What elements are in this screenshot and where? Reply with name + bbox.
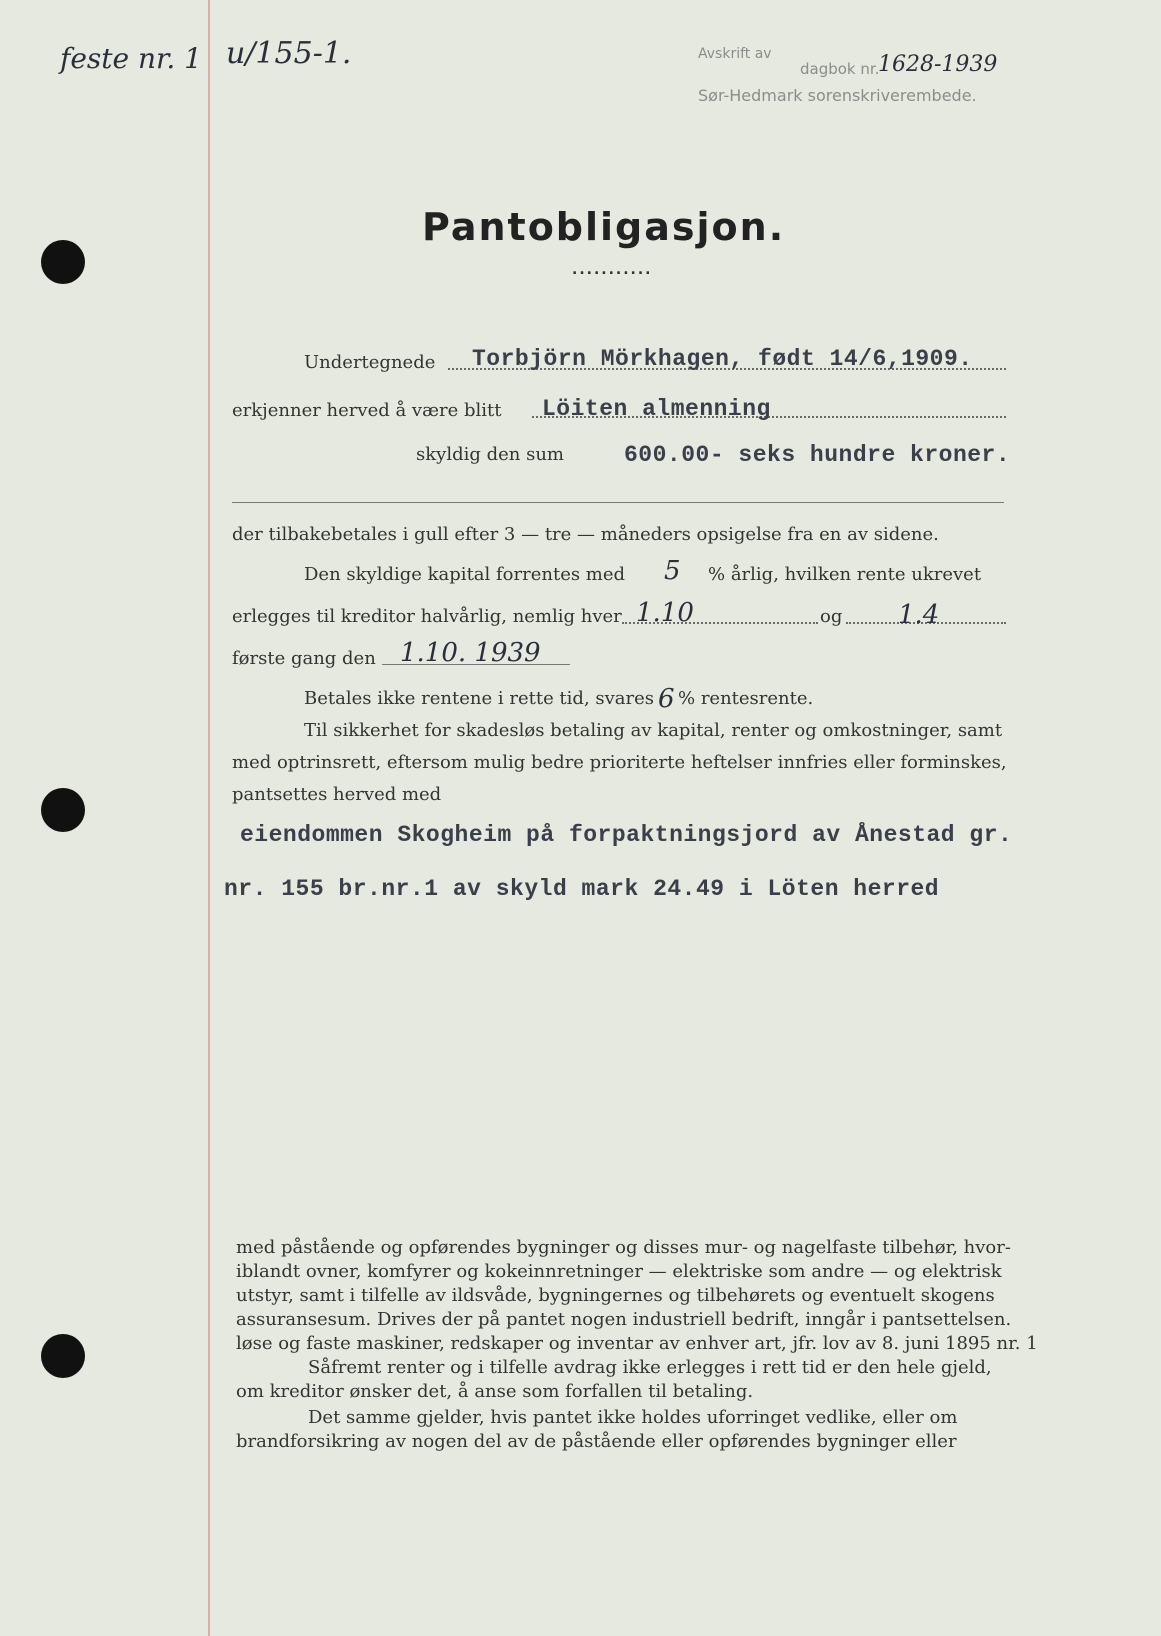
sum-label: skyldig den sum: [416, 444, 564, 465]
dagbok-label: dagbok nr.: [800, 60, 880, 78]
betales-post: % rentesrente.: [678, 688, 814, 709]
erlegges-value-1: 1.10: [636, 598, 694, 628]
forste-label: første gang den: [232, 648, 376, 669]
erkjenner-label: erkjenner herved å være blitt: [232, 400, 502, 421]
undertegnede-label: Undertegnede: [304, 352, 436, 373]
sikkerhet-line-2: med optrinsrett, eftersom mulig bedre prioriterte heftelser innfries eller forminskes,: [232, 752, 1007, 773]
conditions-line: utstyr, samt i tilfelle av ildsvåde, bygningernes og tilbehørets og eventuelt skogens: [236, 1285, 995, 1306]
annotation-left: feste nr. 1: [60, 42, 202, 75]
property-line-2: nr. 155 br.nr.1 av skyld mark 24.49 i Löten herred: [224, 876, 940, 902]
conditions-line: løse og faste maskiner, redskaper og inventar av enhver art, jfr. lov av 8. juni 1895 nr. 1: [236, 1333, 1038, 1354]
kapital-rate: 5: [664, 556, 681, 586]
title-rule: ...........: [572, 262, 653, 278]
kapital-post: % årlig, hvilken rente ukrevet: [708, 564, 982, 585]
property-line-1: eiendommen Skogheim på forpaktningsjord av Ånestad gr.: [240, 822, 1013, 848]
office-name: Sør-Hedmark sorenskriverembede.: [698, 86, 977, 105]
forste-value: 1.10. 1939: [400, 638, 541, 668]
separator-line: [232, 502, 1004, 503]
erlegges-value-2: 1.4: [898, 600, 940, 630]
betales-rate: 6: [658, 684, 675, 714]
punch-hole-bottom: [41, 1334, 85, 1378]
conditions-line: assuransesum. Drives der på pantet nogen industriell bedrift, inngår i pantsettelsen.: [236, 1309, 1012, 1330]
margin-line: [208, 0, 210, 1636]
kapital-pre: Den skyldige kapital forrentes med: [304, 564, 626, 585]
betales-pre: Betales ikke rentene i rette tid, svares: [304, 688, 655, 709]
tilbake-text: der tilbakebetales i gull efter 3 — tre — måneders opsigelse fra en av sidene.: [232, 524, 939, 545]
punch-hole-middle: [41, 788, 85, 832]
sum-value: 600.00- seks hundre kroner.: [624, 442, 1011, 468]
sikkerhet-line-3: pantsettes herved med: [232, 784, 442, 805]
conditions-line: brandforsikring av nogen del av de påstående eller opførendes bygninger eller: [236, 1431, 957, 1452]
og-label: og: [820, 606, 843, 627]
conditions-line: Såfremt renter og i tilfelle avdrag ikke erlegges i rett tid er den hele gjeld,: [308, 1357, 992, 1378]
dagbok-number: 1628-1939: [878, 52, 998, 77]
annotation-ref: u/155-1.: [226, 36, 352, 71]
conditions-line: om kreditor ønsker det, å anse som forfallen til betaling.: [236, 1381, 754, 1402]
document-title: Pantobligasjon.: [422, 205, 786, 249]
undertegnede-value: Torbjörn Mörkhagen, født 14/6,1909.: [472, 346, 973, 372]
avskrift-label: Avskrift av: [698, 46, 772, 62]
conditions-line: Det samme gjelder, hvis pantet ikke holdes uforringet vedlike, eller om: [308, 1407, 958, 1428]
erlegges-label: erlegges til kreditor halvårlig, nemlig hver: [232, 606, 622, 627]
conditions-line: med påstående og opførendes bygninger og disses mur- og nagelfaste tilbehør, hvor-: [236, 1237, 1011, 1258]
conditions-line: iblandt ovner, komfyrer og kokeinnretninger — elektriske som andre — og elektrisk: [236, 1261, 1002, 1282]
erkjenner-value: Löiten almenning: [542, 396, 771, 422]
sikkerhet-line-1: Til sikkerhet for skadesløs betaling av kapital, renter og omkostninger, samt: [304, 720, 1003, 741]
punch-hole-top: [41, 240, 85, 284]
